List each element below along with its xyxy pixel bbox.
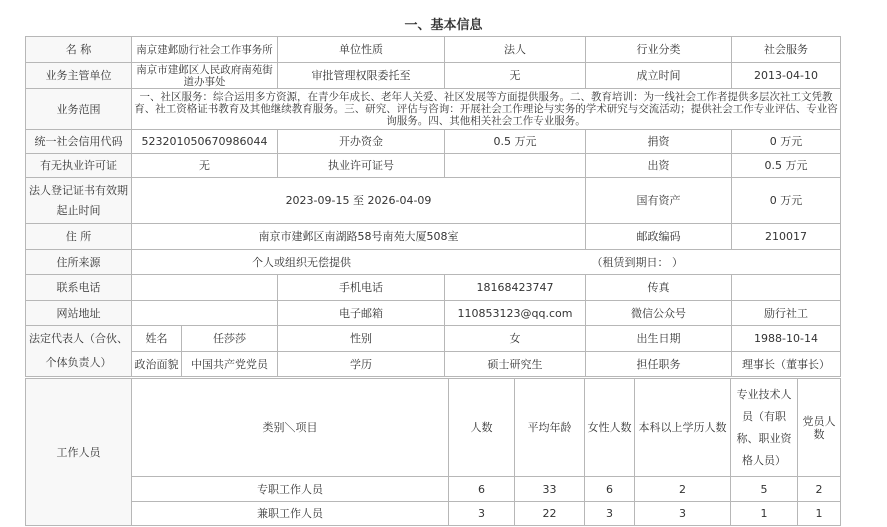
staff-parttime-professional: 1 bbox=[731, 502, 798, 526]
capital-value: 0.5 万元 bbox=[445, 130, 586, 154]
section-title: 一、基本信息 bbox=[404, 18, 483, 33]
license-label: 有无执业许可证 bbox=[26, 154, 132, 178]
email-label: 电子邮箱 bbox=[278, 301, 445, 326]
state-assets-label: 国有资产 bbox=[586, 178, 732, 224]
rep-position-value: 理事长（董事长） bbox=[732, 352, 841, 377]
license-no-value bbox=[445, 154, 586, 178]
name-label: 名 称 bbox=[26, 37, 132, 63]
staff-fulltime-female: 6 bbox=[585, 477, 635, 502]
row-address-source bbox=[26, 250, 841, 275]
rep-label: 法定代表人（合伙、个体负责人） bbox=[26, 326, 132, 377]
staff-header-count: 人数 bbox=[449, 379, 515, 477]
staff-parttime-bachelor: 3 bbox=[635, 502, 731, 526]
rep-education-label: 学历 bbox=[278, 352, 445, 377]
rep-gender-label: 性别 bbox=[278, 326, 445, 352]
website-value bbox=[132, 301, 278, 326]
staff-fulltime-avg-age: 33 bbox=[515, 477, 585, 502]
staff-fulltime-party: 2 bbox=[798, 477, 841, 502]
cert-period-label: 法人登记证书有效期起止时间 bbox=[26, 178, 132, 224]
basic-info-table bbox=[25, 36, 841, 377]
rep-education-value: 硕士研究生 bbox=[445, 352, 586, 377]
address-label: 住 所 bbox=[26, 224, 132, 250]
phone-label: 联系电话 bbox=[26, 275, 132, 301]
staff-row-parttime bbox=[26, 502, 841, 526]
email-value: 110853123@qq.com bbox=[445, 301, 586, 326]
phone-value bbox=[132, 275, 278, 301]
industry-value: 社会服务 bbox=[732, 37, 841, 63]
staff-fulltime-bachelor: 2 bbox=[635, 477, 731, 502]
row-supervisor bbox=[26, 63, 841, 89]
approval-label: 审批管理权限委托至 bbox=[278, 63, 445, 89]
capital-label: 开办资金 bbox=[278, 130, 445, 154]
staff-parttime-category: 兼职工作人员 bbox=[132, 502, 449, 526]
staff-header-bachelor: 本科以上学历人数 bbox=[635, 379, 731, 477]
address-value: 南京市建邺区南湖路58号南苑大厦508室 bbox=[132, 224, 586, 250]
staff-header-party: 党员人数 bbox=[798, 379, 841, 477]
credit-code-label: 统一社会信用代码 bbox=[26, 130, 132, 154]
rep-name-value: 任莎莎 bbox=[182, 326, 278, 352]
staff-header-row bbox=[26, 379, 841, 477]
wechat-label: 微信公众号 bbox=[586, 301, 732, 326]
row-phone bbox=[26, 275, 841, 301]
rep-birth-value: 1988-10-14 bbox=[732, 326, 841, 352]
row-credit bbox=[26, 130, 841, 154]
postcode-value: 210017 bbox=[732, 224, 841, 250]
row-scope bbox=[26, 89, 841, 130]
contribution-value: 0.5 万元 bbox=[732, 154, 841, 178]
staff-parttime-party: 1 bbox=[798, 502, 841, 526]
staff-fulltime-category: 专职工作人员 bbox=[132, 477, 449, 502]
rep-birth-label: 出生日期 bbox=[586, 326, 732, 352]
state-assets-value: 0 万元 bbox=[732, 178, 841, 224]
approval-value: 无 bbox=[445, 63, 586, 89]
row-rep-2 bbox=[26, 352, 841, 377]
mobile-label: 手机电话 bbox=[278, 275, 445, 301]
scope-value: 一、社区服务：综合运用多方资源，在青少年成长、老年人关爱、社区发展等方面提供服务。二、教育培训：为一线社会工作者提供多层次社工文凭教育、社工资格证书教育及其他继续教育服务。三、研究、评估与咨询：开展社会工作理论与实务的学术研究与交流活动；提供社会工作专业评估、专业咨询服务。四、其他相关社会工作专业服务。 bbox=[132, 89, 841, 130]
mobile-value: 18168423747 bbox=[445, 275, 586, 301]
donation-value: 0 万元 bbox=[732, 130, 841, 154]
rep-name-label: 姓名 bbox=[132, 326, 182, 352]
website-label: 网站地址 bbox=[26, 301, 132, 326]
unit-nature-label: 单位性质 bbox=[278, 37, 445, 63]
rep-politics-label: 政治面貌 bbox=[132, 352, 182, 377]
row-address bbox=[26, 224, 841, 250]
staff-parttime-avg-age: 22 bbox=[515, 502, 585, 526]
row-cert-period bbox=[26, 178, 841, 224]
staff-label: 工作人员 bbox=[26, 379, 132, 526]
license-no-label: 执业许可证号 bbox=[278, 154, 445, 178]
license-value: 无 bbox=[132, 154, 278, 178]
staff-fulltime-professional: 5 bbox=[731, 477, 798, 502]
founded-value: 2013-04-10 bbox=[732, 63, 841, 89]
unit-nature-value: 法人 bbox=[445, 37, 586, 63]
supervisor-value: 南京市建邺区人民政府南苑街道办事处 bbox=[132, 63, 278, 89]
staff-row-fulltime bbox=[26, 477, 841, 502]
contribution-label: 出资 bbox=[586, 154, 732, 178]
industry-label: 行业分类 bbox=[586, 37, 732, 63]
wechat-value: 励行社工 bbox=[732, 301, 841, 326]
founded-label: 成立时间 bbox=[586, 63, 732, 89]
staff-header-female: 女性人数 bbox=[585, 379, 635, 477]
supervisor-label: 业务主管单位 bbox=[26, 63, 132, 89]
staff-table bbox=[25, 378, 841, 526]
staff-header-category: 类别＼项目 bbox=[132, 379, 449, 477]
address-source-value: 个人或组织无偿提供 bbox=[132, 250, 586, 275]
staff-parttime-count: 3 bbox=[449, 502, 515, 526]
rep-gender-value: 女 bbox=[445, 326, 586, 352]
fax-label: 传真 bbox=[586, 275, 732, 301]
row-license bbox=[26, 154, 841, 178]
row-website bbox=[26, 301, 841, 326]
rep-position-label: 担任职务 bbox=[586, 352, 732, 377]
name-value: 南京建邺励行社会工作事务所 bbox=[132, 37, 278, 63]
staff-fulltime-count: 6 bbox=[449, 477, 515, 502]
postcode-label: 邮政编码 bbox=[586, 224, 732, 250]
lease-expiry: （租赁到期日： ） bbox=[586, 250, 841, 275]
staff-header-professional: 专业技术人员（有职称、职业资格人员） bbox=[731, 379, 798, 477]
row-name bbox=[26, 37, 841, 63]
fax-value bbox=[732, 275, 841, 301]
rep-politics-value: 中国共产党党员 bbox=[182, 352, 278, 377]
staff-parttime-female: 3 bbox=[585, 502, 635, 526]
scope-label: 业务范围 bbox=[26, 89, 132, 130]
donation-label: 捐资 bbox=[586, 130, 732, 154]
address-source-label: 住所来源 bbox=[26, 250, 132, 275]
credit-code-value: 52320105067098604​4 bbox=[132, 130, 278, 154]
row-rep-1 bbox=[26, 326, 841, 352]
staff-header-avg-age: 平均年龄 bbox=[515, 379, 585, 477]
cert-period-value: 2023-09-15 至 2026-04-09 bbox=[132, 178, 586, 224]
